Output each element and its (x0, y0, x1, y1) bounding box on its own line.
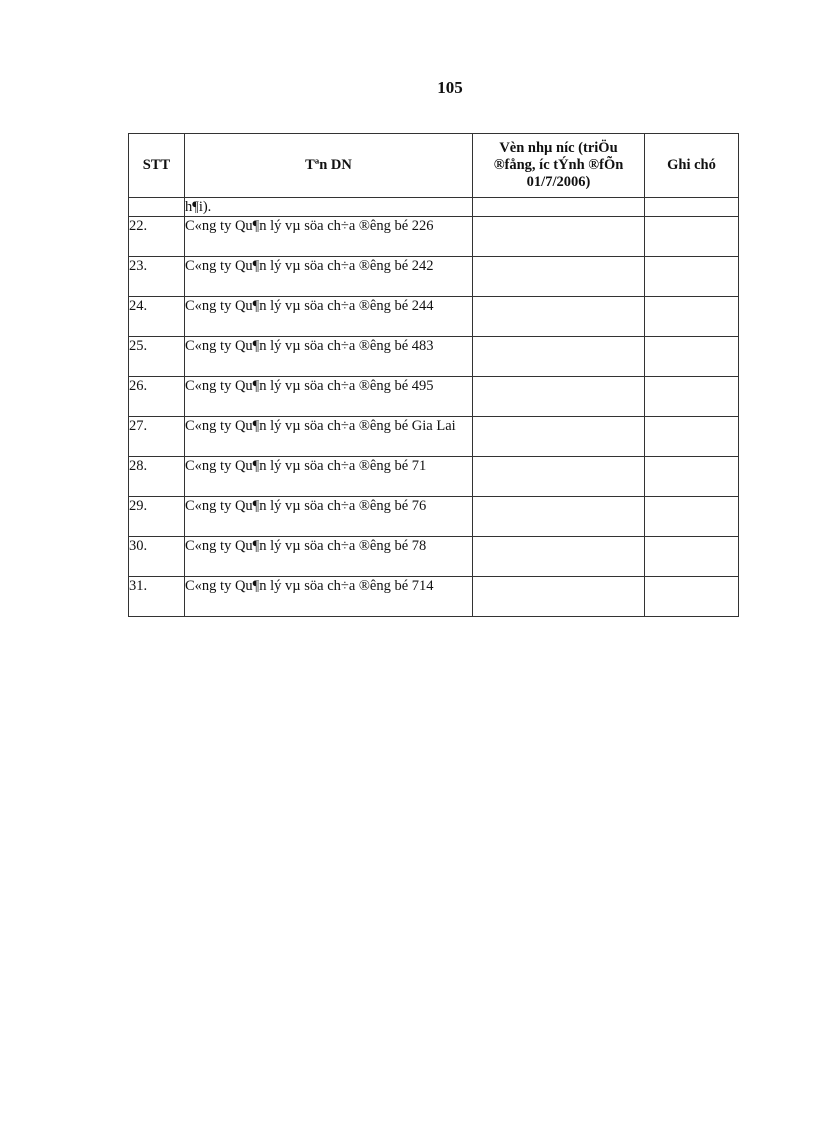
header-enterprise-name: Tªn DN (185, 134, 473, 198)
cell-note (645, 217, 739, 257)
cell-state-capital (473, 537, 645, 577)
table-row-continuation (129, 198, 739, 217)
enterprise-table (128, 133, 739, 617)
table-row (129, 217, 739, 257)
cell-state-capital (473, 217, 645, 257)
cell-stt: 27. (129, 417, 185, 457)
page-number: 105 (437, 78, 463, 97)
cell-enterprise-name: C«ng ty Qu¶n lý vµ söa ch÷a ®êng bé 71 (185, 457, 473, 497)
cell-note (645, 337, 739, 377)
cell-state-capital (473, 577, 645, 617)
table-row (129, 377, 739, 417)
cell-state-capital (473, 497, 645, 537)
table-row (129, 257, 739, 297)
cell-note (645, 537, 739, 577)
cell-stt: 23. (129, 257, 185, 297)
table-row (129, 577, 739, 617)
cell-note (645, 577, 739, 617)
cell-stt: 30. (129, 537, 185, 577)
cell-enterprise-name: C«ng ty Qu¶n lý vµ söa ch÷a ®êng bé Gia Lai (185, 417, 473, 457)
table-row (129, 417, 739, 457)
cell-state-capital (473, 297, 645, 337)
table-row (129, 337, 739, 377)
cell-note (645, 198, 739, 217)
cell-enterprise-name: C«ng ty Qu¶n lý vµ söa ch÷a ®êng bé 714 (185, 577, 473, 617)
cell-state-capital (473, 417, 645, 457)
cell-state-capital (473, 257, 645, 297)
cell-stt: 22. (129, 217, 185, 257)
cell-enterprise-name: h¶i). (185, 198, 473, 217)
header-stt: STT (129, 134, 185, 198)
cell-enterprise-name: C«ng ty Qu¶n lý vµ söa ch÷a ®êng bé 226 (185, 217, 473, 257)
cell-stt: 26. (129, 377, 185, 417)
cell-note (645, 377, 739, 417)
cell-note (645, 297, 739, 337)
cell-stt: 24. (129, 297, 185, 337)
table-row (129, 457, 739, 497)
cell-note (645, 497, 739, 537)
table-header-row (129, 134, 739, 198)
table-body (129, 198, 739, 617)
cell-note (645, 457, 739, 497)
cell-state-capital (473, 377, 645, 417)
cell-note (645, 257, 739, 297)
cell-stt: 31. (129, 577, 185, 617)
cell-enterprise-name: C«ng ty Qu¶n lý vµ söa ch÷a ®êng bé 483 (185, 337, 473, 377)
cell-note (645, 417, 739, 457)
cell-stt: 28. (129, 457, 185, 497)
cell-enterprise-name: C«ng ty Qu¶n lý vµ söa ch÷a ®êng bé 495 (185, 377, 473, 417)
cell-stt: 29. (129, 497, 185, 537)
cell-enterprise-name: C«ng ty Qu¶n lý vµ söa ch÷a ®êng bé 244 (185, 297, 473, 337)
table-row (129, 297, 739, 337)
cell-enterprise-name: C«ng ty Qu¶n lý vµ söa ch÷a ®êng bé 78 (185, 537, 473, 577)
cell-state-capital (473, 198, 645, 217)
cell-stt: 25. (129, 337, 185, 377)
header-state-capital: Vèn nhµ níc (triÖu ®fång, íc tÝnh ®fÕn 01/7/2006) (473, 134, 645, 198)
cell-state-capital (473, 337, 645, 377)
table-row (129, 537, 739, 577)
cell-stt (129, 198, 185, 217)
header-note: Ghi chó (645, 134, 739, 198)
table-row (129, 497, 739, 537)
cell-enterprise-name: C«ng ty Qu¶n lý vµ söa ch÷a ®êng bé 76 (185, 497, 473, 537)
cell-enterprise-name: C«ng ty Qu¶n lý vµ söa ch÷a ®êng bé 242 (185, 257, 473, 297)
cell-state-capital (473, 457, 645, 497)
